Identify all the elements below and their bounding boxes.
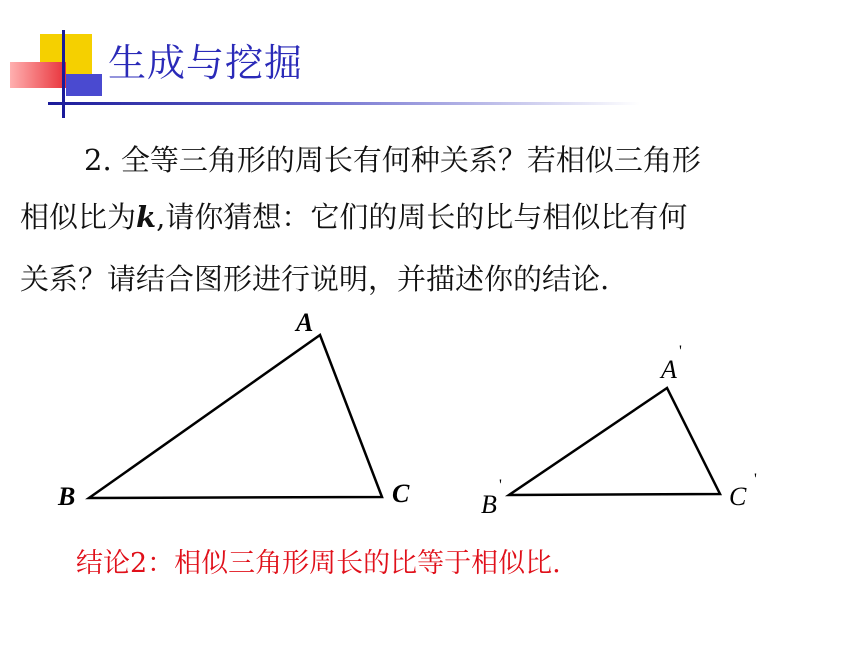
question-text-2b: ,请你猜想：它们的周长的比与相似比有何 [156, 200, 688, 234]
similarity-ratio-variable: k [136, 200, 157, 234]
question-text-2a: 相似比为 [20, 200, 137, 234]
label-C-prime: C [729, 482, 747, 511]
slide-title: 生成与挖掘 [108, 41, 304, 85]
question-text-3: 关系？请结合图形进行说明，并描述你的结论. [20, 262, 610, 296]
large-triangle [89, 335, 382, 498]
label-A-prime: A [661, 355, 677, 384]
prime-mark-B: ' [499, 477, 502, 494]
question-text-1: 2. 全等三角形的周长有何种关系？若相似三角形 [84, 143, 701, 177]
conclusion-text: 结论2：相似三角形周长的比等于相似比. [76, 548, 561, 579]
prime-mark-C: ' [754, 471, 757, 488]
label-B-prime: B [481, 490, 497, 519]
label-C: C [392, 479, 410, 508]
small-triangle [509, 388, 720, 495]
label-B: B [58, 482, 76, 511]
label-A: A [296, 308, 314, 337]
prime-mark-A: ' [679, 343, 682, 360]
